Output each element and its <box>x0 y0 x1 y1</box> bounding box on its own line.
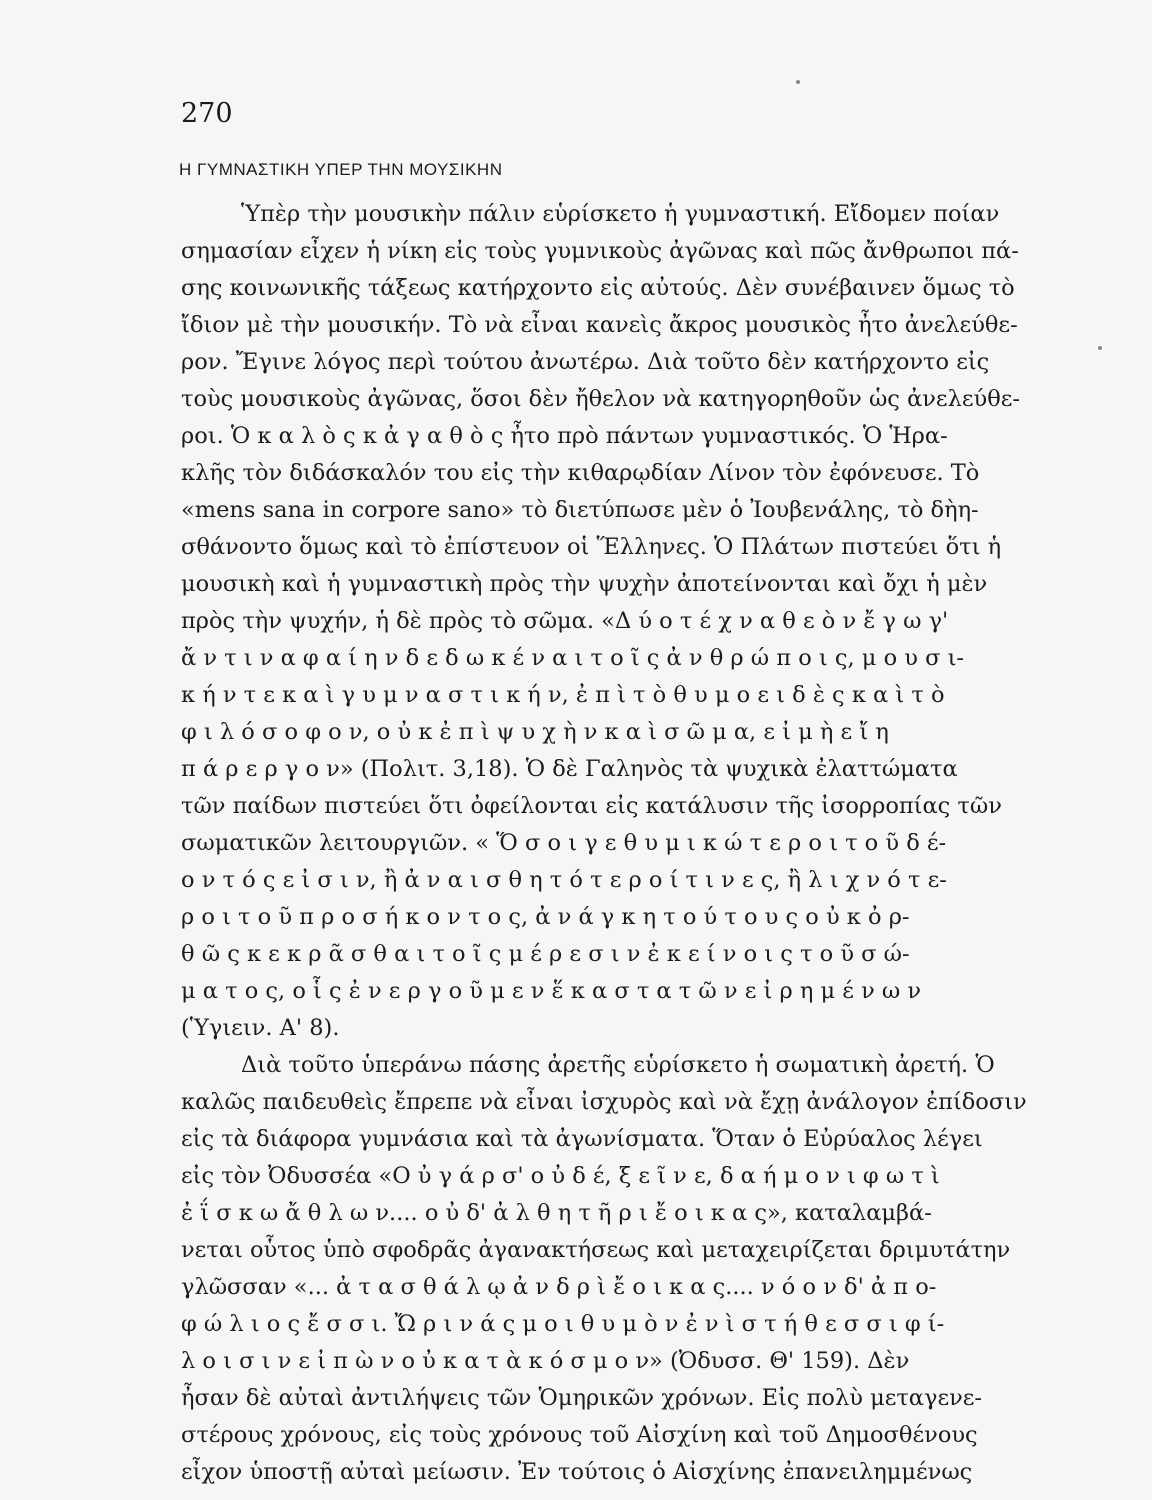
text-line: τῶν παίδων πιστεύει ὅτι ὀφείλονται εἰς κατάλυσιν τῆς ἰσορροπίας τῶν <box>181 793 1002 819</box>
text-line: τοὺς μουσικοὺς ἀγῶνας, ὅσοι δὲν ἤθελον νὰ κατηγορηθοῦν ὡς ἀνελεύθε- <box>181 386 1020 412</box>
text-line: ροι. Ὁ κ α λ ὸ ς κ ἀ γ α θ ὸ ς ἦτο πρὸ πάντων γυμναστικός. Ὁ Ἡρα- <box>181 423 948 449</box>
text-line: σθάνοντο ὅμως καὶ τὸ ἐπίστευον οἱ Ἕλληνες. Ὁ Πλάτων πιστεύει ὅτι ἡ <box>181 534 1002 560</box>
text-line: σωματικῶν λειτουργιῶν. « Ὅ σ ο ι γ ε θ υ μ ι κ ώ τ ε ρ ο ι τ ο ῦ δ έ- <box>181 830 947 856</box>
page-number: 270 <box>181 98 233 129</box>
text-line: εἰς τὰ διάφορα γυμνάσια καὶ τὰ ἀγωνίσματα. Ὅταν ὁ Εὐρύαλος λέγει <box>181 1126 983 1152</box>
text-line: νεται οὗτος ὑπὸ σφοδρᾶς ἀγανακτήσεως καὶ μεταχειρίζεται δριμυτάτην <box>181 1237 1011 1263</box>
text-line: κ ή ν τ ε κ α ὶ γ υ μ ν α σ τ ι κ ή ν, ἐ π ὶ τ ὸ θ υ μ ο ε ι δ ὲ ς κ α ὶ τ ὸ <box>181 682 945 708</box>
text-line: θ ῶ ς κ ε κ ρ ᾶ σ θ α ι τ ο ῖ ς μ έ ρ ε σ ι ν ἐ κ ε ί ν ο ι ς τ ο ῦ σ ώ- <box>181 941 910 967</box>
text-line: ἦσαν δὲ αὐταὶ ἀντιλήψεις τῶν Ὁμηρικῶν χρόνων. Εἰς πολὺ μεταγενε- <box>181 1385 983 1411</box>
speck <box>1098 346 1102 350</box>
text-line: φ ώ λ ι ο ς ἔ σ σ ι. Ὤ ρ ι ν ά ς μ ο ι θ υ μ ὸ ν ἐ ν ὶ σ τ ή θ ε σ σ ι φ ί- <box>181 1311 945 1337</box>
text-line: γλῶσσαν «... ἀ τ α σ θ ά λ ῳ ἀ ν δ ρ ὶ ἔ ο ι κ α ς.... ν ό ο ν δ' ἀ π ο- <box>181 1274 937 1300</box>
text-line: ἴδιον μὲ τὴν μουσικήν. Τὸ νὰ εἶναι κανεὶς ἄκρος μουσικὸς ἦτο ἀνελεύθε- <box>181 312 1018 338</box>
text-line: εἶχον ὑποστῇ αὐταὶ μείωσιν. Ἐν τούτοις ὁ Αἰσχίνης ἐπανειλημμένως <box>181 1459 973 1485</box>
text-line: ο ν τ ό ς ε ἰ σ ι ν, ἢ ἀ ν α ι σ θ η τ ό τ ε ρ ο ί τ ι ν ε ς, ἢ λ ι χ ν ό τ ε- <box>181 867 947 893</box>
show-through-text <box>750 110 1080 150</box>
text-line: «mens sana in corpore sano» τὸ διετύπωσε μὲν ὁ Ἰουβενάλης, τὸ δὴη- <box>181 497 979 523</box>
text-line: Ὑπὲρ τὴν μουσικὴν πάλιν εὑρίσκετο ἡ γυμναστική. Εἴδομεν ποίαν <box>241 201 1000 227</box>
text-line: σημασίαν εἶχεν ἡ νίκη εἰς τοὺς γυμνικοὺς ἀγῶνας καὶ πῶς ἄνθρωποι πά- <box>181 238 1019 264</box>
text-line: στέρους χρόνους, εἰς τοὺς χρόνους τοῦ Αἰσχίνη καὶ τοῦ Δημοσθένους <box>181 1422 978 1448</box>
text-line: (Ὑγιειν. Α' 8). <box>181 1015 340 1041</box>
text-line: ἐ ΐ σ κ ω ἄ θ λ ω ν.... ο ὐ δ' ἀ λ θ η τ ῆ ρ ι ἔ ο ι κ α ς», καταλαμβά- <box>181 1200 932 1226</box>
text-line: μ α τ ο ς, ο ἷ ς ἐ ν ε ρ γ ο ῦ μ ε ν ἕ κ α σ τ α τ ῶ ν ε ἰ ρ η μ έ ν ω ν <box>181 978 922 1004</box>
text-line: ρον. Ἔγινε λόγος περὶ τούτου ἀνωτέρω. Διὰ τοῦτο δὲν κατήρχοντο εἰς <box>181 349 990 375</box>
text-line: μουσικὴ καὶ ἡ γυμναστικὴ πρὸς τὴν ψυχὴν ἀποτείνονται καὶ ὄχι ἡ μὲν <box>181 571 988 597</box>
text-line: καλῶς παιδευθεὶς ἔπρεπε νὰ εἶναι ἰσχυρὸς καὶ νὰ ἔχῃ ἀνάλογον ἐπίδοσιν <box>181 1089 1027 1115</box>
text-line: π ά ρ ε ρ γ ο ν» (Πολιτ. 3,18). Ὁ δὲ Γαληνὸς τὰ ψυχικὰ ἐλαττώματα <box>181 756 958 782</box>
text-line: εἰς τὸν Ὀδυσσέα «Ο ὐ γ ά ρ σ' ο ὐ δ έ, ξ ε ῖ ν ε, δ α ή μ ο ν ι φ ω τ ὶ <box>181 1163 940 1189</box>
text-line: πρὸς τὴν ψυχήν, ἡ δὲ πρὸς τὸ σῶμα. «Δ ύ ο τ έ χ ν α θ ε ὸ ν ἔ γ ω γ' <box>181 608 949 634</box>
body-text <box>181 196 1077 1491</box>
text-line: Διὰ τοῦτο ὑπεράνω πάσης ἀρετῆς εὑρίσκετο ἡ σωματικὴ ἀρετή. Ὁ <box>241 1052 995 1078</box>
section-title: Η ΓΥΜΝΑΣΤΙΚΗ ΥΠΕΡ ΤΗΝ ΜΟΥΣΙΚΗΝ <box>179 160 503 179</box>
text-line: κλῆς τὸν διδάσκαλόν του εἰς τὴν κιθαρῳδίαν Λίνον τὸν ἐφόνευσε. Τὸ <box>181 460 980 486</box>
text-line: λ ο ι σ ι ν ε ἰ π ὼ ν ο ὐ κ α τ ὰ κ ό σ μ ο ν» (Ὀδυσσ. Θ' 159). Δὲν <box>181 1348 910 1374</box>
text-line: φ ι λ ό σ ο φ ο ν, ο ὐ κ ἐ π ὶ ψ υ χ ὴ ν κ α ὶ σ ῶ μ α, ε ἰ μ ὴ ε ἴ η <box>181 719 889 745</box>
text-line: σης κοινωνικῆς τάξεως κατήρχοντο εἰς αὐτούς. Δὲν συνέβαινεν ὅμως τὸ <box>181 275 1015 301</box>
text-line: ἄ ν τ ι ν α φ α ί η ν δ ε δ ω κ έ ν α ι τ ο ῖ ς ἀ ν θ ρ ώ π ο ι ς, μ ο υ σ ι- <box>181 645 965 671</box>
speck <box>796 80 800 84</box>
text-line: ρ ο ι τ ο ῦ π ρ ο σ ή κ ο ν τ ο ς, ἀ ν ά γ κ η τ ο ύ τ ο υ ς ο ὐ κ ὀ ρ- <box>181 904 910 930</box>
